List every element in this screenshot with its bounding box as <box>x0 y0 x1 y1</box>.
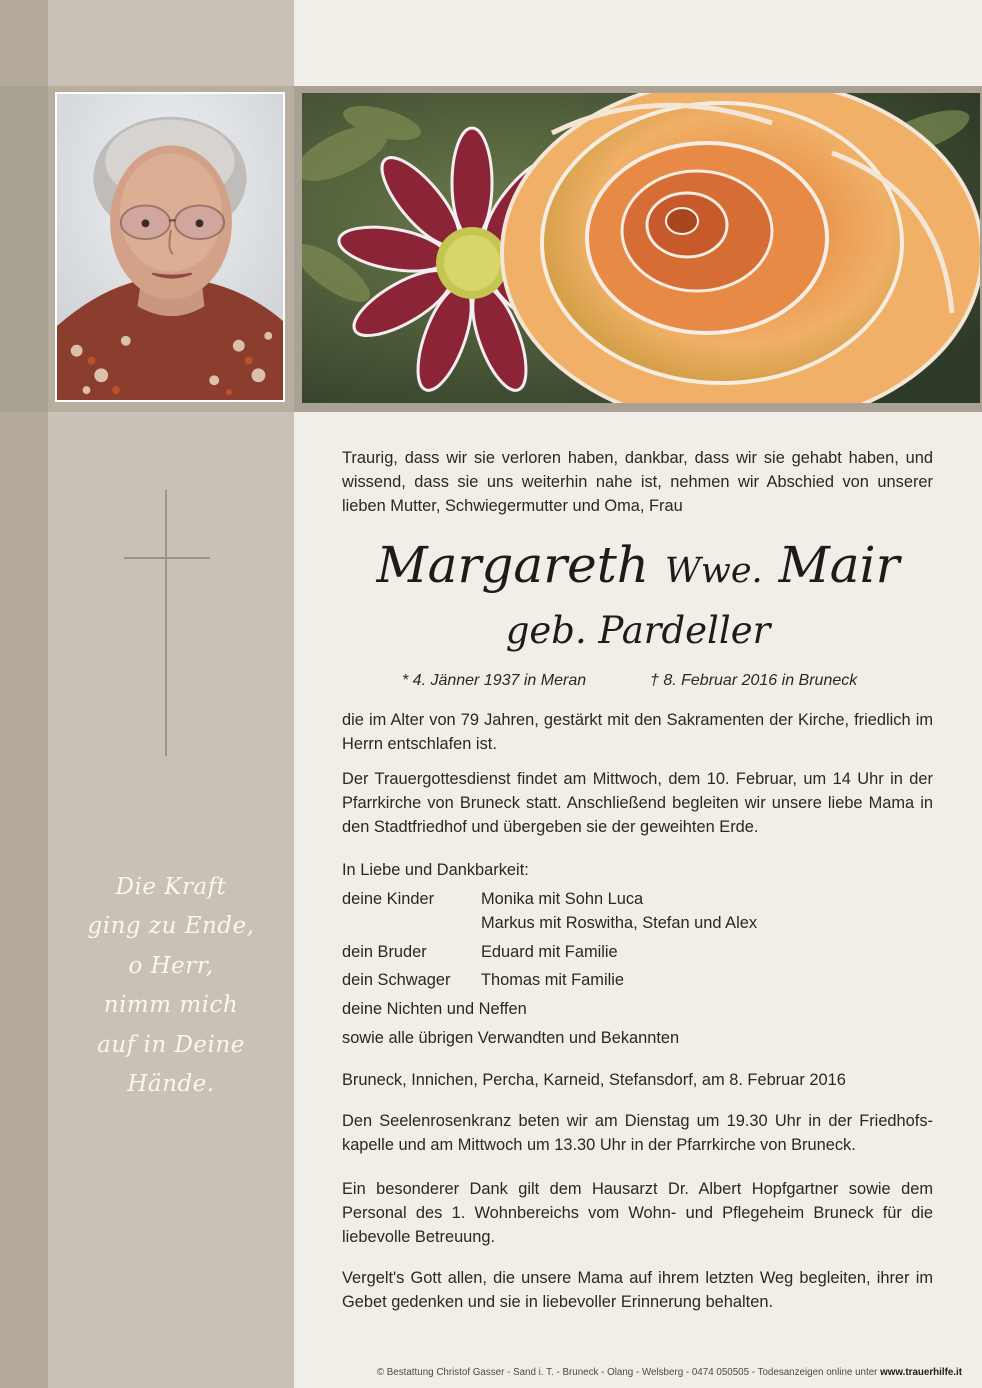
mourner-relation: dein Schwager <box>342 971 451 989</box>
death-date: † 8. Februar 2016 in Bruneck <box>650 672 858 689</box>
vergelts-text: Vergelt's Gott allen, die unsere Mama auf ihrem letzten Weg begleiten, ihrer im Gebet gedenken und sie in liebevoller Erinnerung behalten. <box>342 1269 933 1311</box>
places-date: Bruneck, Innichen, Percha, Karneid, Stefansdorf, am 8. Februar 2016 <box>342 1071 846 1089</box>
mourner-relation: sowie alle übrigen Verwandten und Bekannten <box>342 1029 680 1047</box>
poem-line: auf in Deine <box>97 1031 245 1058</box>
top-area <box>294 0 982 86</box>
mourner-relation: deine Nichten und Neffen <box>342 1000 527 1018</box>
love-line: In Liebe und Dankbarkeit: <box>342 861 529 879</box>
rosary-text: Den Seelenrosenkranz beten wir am Dienstag um 19.30 Uhr in der Friedhofs-kapelle und am Mittwoch um 13.30 Uhr in der Pfarrkirche von Bruneck. <box>342 1112 933 1154</box>
poem-line: nimm mich <box>103 992 239 1019</box>
poem-line: ging zu Ende, <box>87 913 255 940</box>
rose-photo <box>302 93 980 403</box>
mourner-relation: dein Bruder <box>342 943 427 961</box>
footer-link[interactable]: www.trauerhilfe.it <box>880 1367 962 1378</box>
funeral-text: Der Trauergottesdienst findet am Mittwoch, dem 10. Februar, um 14 Uhr in der Pfarrkirche von Bruneck statt. Anschließend begleiten wir unsere liebe Mama in den Stadtfriedhof und übergeben sie der geweihten Erde. <box>342 770 933 836</box>
cross-icon <box>124 490 210 756</box>
first-name: Margareth <box>376 536 649 594</box>
mourner-names: Thomas mit Familie <box>481 971 624 989</box>
mourner-names: Markus mit Roswitha, Stefan und Alex <box>481 914 758 932</box>
deceased-name <box>294 533 982 603</box>
poem-line: Hände. <box>127 1071 215 1098</box>
footer-text: © Bestattung Christof Gasser - Sand i. T. - Bruneck - Olang - Welsberg - 0474 050505 - Todesanzeigen online unter <box>376 1367 878 1378</box>
intro-text: Traurig, dass wir sie verloren haben, dankbar, dass wir sie gehabt haben, und wissend, dass sie uns weiterhin nahe ist, nehmen wir Abschied von unserer lieben Mutter, Schwiegermutter und Oma, Frau <box>342 449 933 515</box>
age-text: die im Alter von 79 Jahren, gestärkt mit den Sakramenten der Kirche, friedlich im Herrn entschlafen ist. <box>342 711 933 753</box>
mourner-names: Monika mit Sohn Luca <box>481 890 644 908</box>
thanks-text: Ein besonderer Dank gilt dem Hausarzt Dr. Albert Hopfgartner sowie dem Personal des 1. Wohnbereichs vom Wohn- und Pflegeheim Bruneck für die liebevolle Betreuung. <box>342 1180 933 1246</box>
poem <box>60 868 282 1104</box>
footer <box>294 1366 962 1380</box>
birth-date: * 4. Jänner 1937 in Meran <box>402 672 587 689</box>
poem-line: Die Kraft <box>115 874 227 900</box>
mourner-names: Eduard mit Familie <box>481 943 618 961</box>
last-name: Mair <box>778 536 900 594</box>
portrait-photo <box>55 92 285 402</box>
birth-name: geb. Pardeller <box>505 609 771 652</box>
poem-line: o Herr, <box>128 952 214 979</box>
mourner-relation: deine Kinder <box>342 890 435 908</box>
widow-abbrev: Wwe. <box>664 551 763 591</box>
